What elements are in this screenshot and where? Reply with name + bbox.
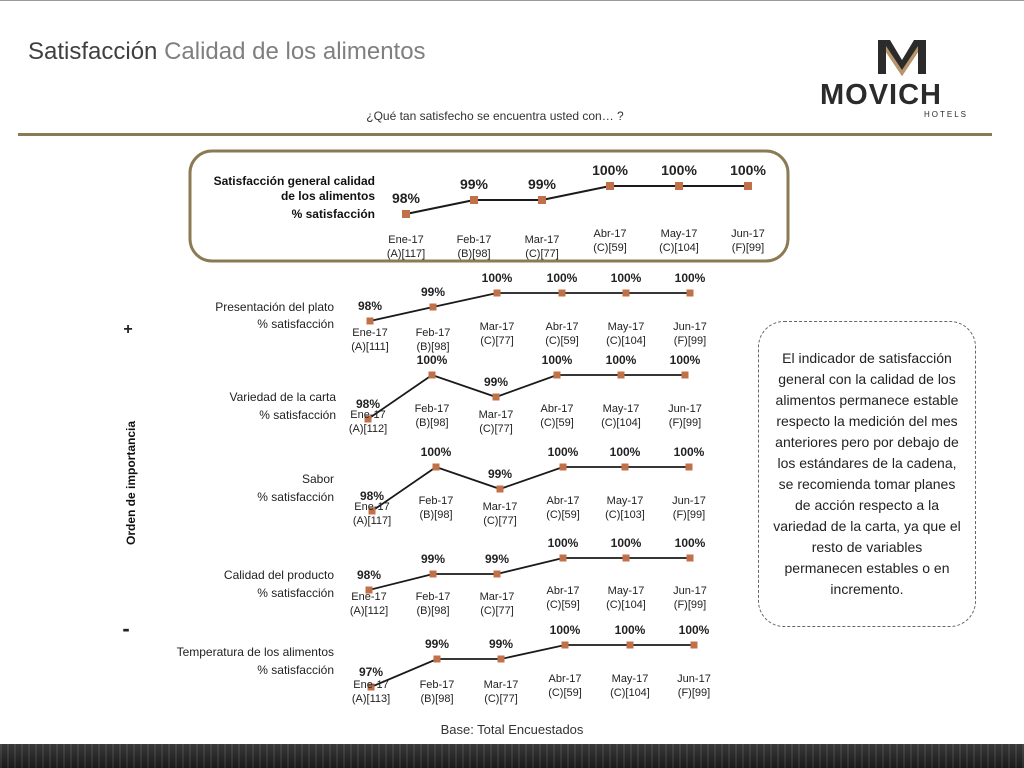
x-tick-label: Abr-17 bbox=[548, 673, 582, 685]
x-tick-base: (A)[112] bbox=[348, 423, 388, 435]
x-tick-label: May-17 bbox=[611, 673, 649, 685]
series-label-line: % satisfacción bbox=[291, 207, 375, 221]
page-title: Satisfacción Calidad de los alimentos bbox=[28, 38, 426, 65]
line-charts bbox=[177, 162, 767, 705]
data-label: 100% bbox=[546, 271, 578, 285]
x-tick-label: Abr-17 bbox=[593, 228, 627, 240]
x-tick-base: (C)[59] bbox=[540, 417, 574, 429]
series-label-line: Variedad de la carta bbox=[229, 390, 336, 404]
base-footnote: Base: Total Encuestados bbox=[440, 722, 584, 737]
x-tick-label: Feb-17 bbox=[456, 234, 492, 246]
series-label-line: Presentación del plato bbox=[215, 300, 334, 314]
data-point-marker bbox=[493, 394, 500, 401]
data-label: 99% bbox=[527, 176, 557, 192]
x-tick-label: Feb-17 bbox=[415, 327, 451, 339]
x-tick-base: (C)[59] bbox=[548, 687, 582, 699]
x-tick-base: (F)[99] bbox=[673, 599, 707, 611]
x-tick-base: (C)[104] bbox=[606, 335, 646, 347]
data-point-marker bbox=[687, 555, 694, 562]
data-label: 100% bbox=[592, 162, 628, 178]
x-tick-label: Jun-17 bbox=[677, 673, 711, 685]
data-point-marker bbox=[623, 290, 630, 297]
data-label: 100% bbox=[610, 271, 642, 285]
data-point-marker bbox=[675, 182, 683, 190]
x-tick-label: Mar-17 bbox=[483, 679, 519, 691]
series-label-line: % satisfacción bbox=[257, 317, 334, 331]
x-tick-base: (C)[104] bbox=[606, 599, 646, 611]
x-tick-base: (C)[104] bbox=[610, 687, 650, 699]
x-tick-label: Abr-17 bbox=[545, 321, 579, 333]
x-tick-label: Abr-17 bbox=[546, 585, 580, 597]
x-tick-base: (C)[77] bbox=[480, 605, 514, 617]
data-label: 100% bbox=[673, 445, 705, 459]
data-point-marker bbox=[622, 464, 629, 471]
x-tick-base: (C)[77] bbox=[479, 423, 513, 435]
data-label: 99% bbox=[459, 176, 489, 192]
data-label: 97% bbox=[358, 665, 384, 679]
x-tick-base: (C)[103] bbox=[605, 509, 645, 521]
data-label: 99% bbox=[484, 552, 510, 566]
data-point-marker bbox=[682, 372, 689, 379]
data-point-marker bbox=[494, 290, 501, 297]
x-tick-base: (B)[98] bbox=[457, 248, 491, 260]
x-tick-label: Abr-17 bbox=[546, 495, 580, 507]
data-label: 98% bbox=[356, 568, 382, 582]
x-tick-label: Mar-17 bbox=[479, 591, 515, 603]
x-tick-base: (A)[111] bbox=[351, 341, 389, 353]
data-point-marker bbox=[430, 304, 437, 311]
x-tick-label: Jun-17 bbox=[672, 495, 706, 507]
data-point-marker bbox=[554, 372, 561, 379]
x-tick-label: Jun-17 bbox=[731, 228, 765, 240]
data-label: 100% bbox=[730, 162, 766, 178]
insight-note: El indicador de satisfacción general con la calidad de los alimentos permanece estable respecto la medición del mes anteriores pero por debajo de los estándares de la cadena, se recomienda tomar planes de acción respecto a la variedad de la carta, ya que el resto de variables permanecen estables o en incremento. bbox=[758, 321, 976, 627]
series-label-line: % satisfacción bbox=[257, 490, 334, 504]
x-tick-base: (F)[99] bbox=[673, 335, 707, 347]
data-label: 99% bbox=[420, 285, 446, 299]
series-label-line: de los alimentos bbox=[280, 189, 375, 203]
data-label: 100% bbox=[674, 536, 706, 550]
data-label: 99% bbox=[483, 375, 509, 389]
x-tick-label: Feb-17 bbox=[419, 679, 455, 691]
data-label: 100% bbox=[549, 623, 581, 637]
data-point-marker bbox=[402, 210, 410, 218]
x-tick-label: Ene-17 bbox=[351, 591, 387, 603]
data-label: 100% bbox=[614, 623, 646, 637]
data-point-marker bbox=[433, 464, 440, 471]
x-tick-label: Ene-17 bbox=[353, 679, 389, 691]
data-label: 100% bbox=[605, 353, 637, 367]
x-tick-label: Mar-17 bbox=[482, 501, 518, 513]
series-line bbox=[370, 293, 690, 321]
data-label: 98% bbox=[359, 489, 385, 503]
x-tick-base: (A)[117] bbox=[352, 515, 392, 527]
x-tick-base: (B)[98] bbox=[416, 605, 450, 617]
data-point-marker bbox=[429, 372, 436, 379]
data-point-marker bbox=[498, 656, 505, 663]
data-label: 100% bbox=[674, 271, 706, 285]
x-tick-base: (F)[99] bbox=[668, 417, 702, 429]
data-point-marker bbox=[691, 642, 698, 649]
series-line bbox=[406, 186, 748, 214]
x-tick-label: Feb-17 bbox=[414, 403, 450, 415]
data-point-marker bbox=[497, 486, 504, 493]
data-label: 100% bbox=[416, 353, 448, 367]
data-label: 100% bbox=[481, 271, 513, 285]
x-tick-base: (B)[98] bbox=[419, 509, 453, 521]
x-tick-label: May-17 bbox=[660, 228, 698, 240]
data-label: 100% bbox=[609, 445, 641, 459]
x-tick-base: (C)[77] bbox=[480, 335, 514, 347]
x-tick-label: Ene-17 bbox=[354, 501, 390, 513]
x-tick-base: (B)[98] bbox=[416, 341, 450, 353]
x-tick-base: (F)[99] bbox=[731, 242, 765, 254]
data-point-marker bbox=[606, 182, 614, 190]
data-label: 98% bbox=[355, 397, 381, 411]
x-tick-label: Feb-17 bbox=[415, 591, 451, 603]
data-point-marker bbox=[434, 656, 441, 663]
survey-question: ¿Qué tan satisfecho se encuentra usted con… ? bbox=[366, 109, 624, 123]
series-label-line: % satisfacción bbox=[257, 586, 334, 600]
x-tick-label: May-17 bbox=[607, 585, 645, 597]
data-point-marker bbox=[560, 464, 567, 471]
x-tick-base: (C)[77] bbox=[483, 515, 517, 527]
x-tick-base: (C)[104] bbox=[601, 417, 641, 429]
x-tick-base: (C)[59] bbox=[546, 509, 580, 521]
data-label: 99% bbox=[424, 637, 450, 651]
x-tick-label: Ene-17 bbox=[388, 234, 424, 246]
x-tick-base: (B)[98] bbox=[420, 693, 454, 705]
series-label-line: Temperatura de los alimentos bbox=[176, 645, 334, 659]
x-tick-base: (C)[77] bbox=[484, 693, 518, 705]
x-tick-label: May-17 bbox=[606, 495, 644, 507]
x-tick-base: (F)[99] bbox=[672, 509, 706, 521]
data-point-marker bbox=[744, 182, 752, 190]
data-label: 99% bbox=[487, 467, 513, 481]
x-tick-label: Mar-17 bbox=[478, 409, 514, 421]
data-point-marker bbox=[367, 318, 374, 325]
series-label-line: % satisfacción bbox=[259, 408, 336, 422]
data-point-marker bbox=[623, 555, 630, 562]
series-label-line: Sabor bbox=[301, 472, 334, 486]
data-label: 99% bbox=[488, 637, 514, 651]
x-tick-label: May-17 bbox=[607, 321, 645, 333]
x-tick-label: Feb-17 bbox=[418, 495, 454, 507]
data-label: 100% bbox=[420, 445, 452, 459]
x-tick-label: Ene-17 bbox=[352, 327, 388, 339]
series-label-line: Calidad del producto bbox=[223, 568, 334, 582]
data-label: 100% bbox=[661, 162, 697, 178]
x-tick-label: Mar-17 bbox=[524, 234, 560, 246]
x-tick-base: (A)[117] bbox=[386, 248, 426, 260]
data-label: 100% bbox=[541, 353, 573, 367]
data-label: 99% bbox=[420, 552, 446, 566]
data-point-marker bbox=[618, 372, 625, 379]
page-title-rest: Calidad de los alimentos bbox=[157, 38, 426, 65]
x-tick-base: (C)[59] bbox=[545, 335, 579, 347]
x-tick-base: (A)[112] bbox=[349, 605, 389, 617]
data-label: 100% bbox=[669, 353, 701, 367]
x-tick-base: (C)[104] bbox=[659, 242, 699, 254]
importance-plus-sign: + bbox=[123, 321, 133, 338]
data-point-marker bbox=[560, 555, 567, 562]
data-point-marker bbox=[562, 642, 569, 649]
data-point-marker bbox=[430, 571, 437, 578]
data-point-marker bbox=[470, 196, 478, 204]
x-tick-label: Jun-17 bbox=[668, 403, 702, 415]
series-label-line: Satisfacción general calidad bbox=[213, 174, 375, 188]
logo-tagline-text: HOTELS bbox=[924, 110, 969, 119]
x-tick-base: (C)[59] bbox=[593, 242, 627, 254]
x-tick-label: Jun-17 bbox=[673, 585, 707, 597]
x-tick-label: Jun-17 bbox=[673, 321, 707, 333]
x-tick-base: (C)[77] bbox=[525, 248, 559, 260]
bottom-decorative-bar bbox=[0, 744, 1024, 768]
data-point-marker bbox=[687, 290, 694, 297]
x-tick-label: Mar-17 bbox=[479, 321, 515, 333]
data-point-marker bbox=[559, 290, 566, 297]
data-label: 100% bbox=[678, 623, 710, 637]
x-tick-base: (A)[113] bbox=[351, 693, 391, 705]
data-label: 98% bbox=[391, 190, 421, 206]
data-point-marker bbox=[627, 642, 634, 649]
logo-brand-text: MOVICH bbox=[820, 79, 942, 111]
data-point-marker bbox=[494, 571, 501, 578]
data-label: 98% bbox=[357, 299, 383, 313]
data-label: 100% bbox=[547, 536, 579, 550]
x-tick-base: (B)[98] bbox=[415, 417, 449, 429]
x-tick-base: (F)[99] bbox=[677, 687, 711, 699]
x-tick-label: Ene-17 bbox=[350, 409, 386, 421]
x-tick-base: (C)[59] bbox=[546, 599, 580, 611]
data-point-marker bbox=[538, 196, 546, 204]
importance-axis-label: Orden de importancia bbox=[124, 420, 138, 546]
importance-minus-sign: - bbox=[122, 616, 130, 641]
data-point-marker bbox=[686, 464, 693, 471]
data-label: 100% bbox=[547, 445, 579, 459]
series-label-line: % satisfacción bbox=[257, 663, 334, 677]
x-tick-label: Abr-17 bbox=[540, 403, 574, 415]
x-tick-label: May-17 bbox=[602, 403, 640, 415]
data-label: 100% bbox=[610, 536, 642, 550]
